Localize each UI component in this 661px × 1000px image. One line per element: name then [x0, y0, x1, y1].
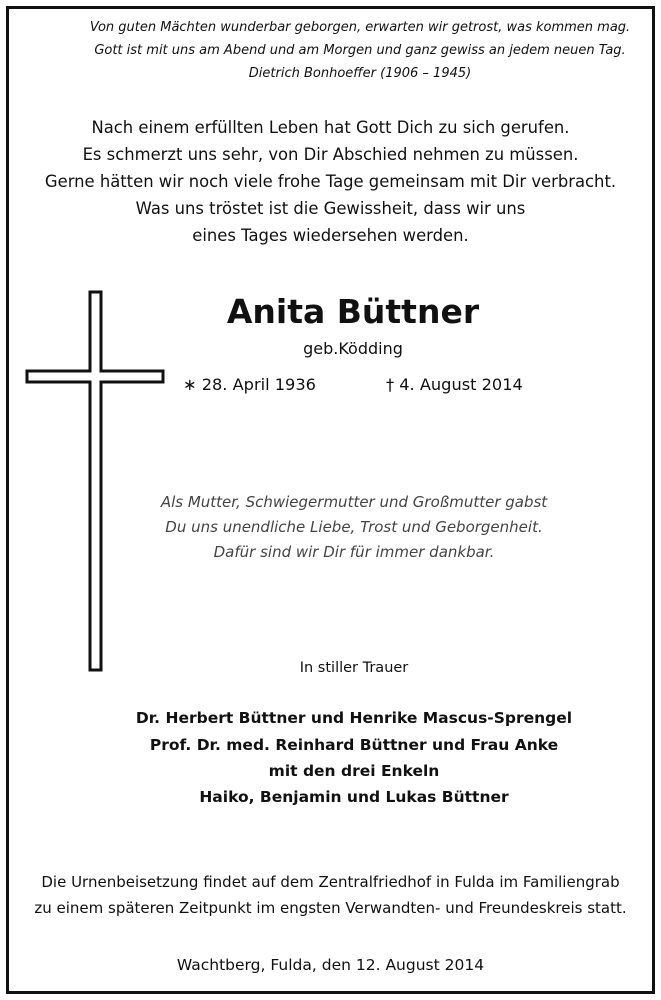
motto-author: Dietrich Bonhoeffer (1906 – 1945): [248, 66, 472, 81]
death-date: † 4. August 2014: [386, 375, 523, 394]
deceased-name: Anita Büttner: [226, 292, 480, 331]
family-line-1: Dr. Herbert Büttner und Henrike Mascus-Sprengel: [135, 709, 573, 727]
family-line-2: Prof. Dr. med. Reinhard Büttner und Frau Anke: [149, 736, 559, 754]
tribute-line-1: Als Mutter, Schwiegermutter und Großmutter gabst: [160, 493, 548, 511]
verse-line-4: Was uns tröstet ist die Gewissheit, dass wir uns: [135, 199, 526, 218]
birth-name: geb.Ködding: [303, 339, 403, 358]
motto-line-2: Gott ist mit uns am Abend und am Morgen und ganz gewiss an jedem neuen Tag.: [94, 43, 626, 58]
place-date: Wachtberg, Fulda, den 12. August 2014: [176, 956, 485, 974]
tribute-line-3: Dafür sind wir Dir für immer dankbar.: [213, 543, 495, 561]
family-line-3: mit den drei Enkeln: [268, 762, 440, 780]
family-line-4: Haiko, Benjamin und Lukas Büttner: [199, 788, 509, 806]
mourning-label: In stiller Trauer: [299, 660, 409, 676]
birth-date: ∗ 28. April 1936: [183, 375, 316, 394]
notice-line-2: zu einem späteren Zeitpunkt im engsten Verwandten- und Freundeskreis statt.: [34, 899, 627, 917]
notice-line-1: Die Urnenbeisetzung findet auf dem Zentralfriedhof in Fulda im Familiengrab: [41, 873, 620, 891]
verse-line-3: Gerne hätten wir noch viele frohe Tage gemeinsam mit Dir verbracht.: [44, 172, 617, 191]
verse-line-1: Nach einem erfüllten Leben hat Gott Dich zu sich gerufen.: [91, 118, 570, 137]
tribute-line-2: Du uns unendliche Liebe, Trost und Geborgenheit.: [165, 518, 543, 536]
verse-line-5: eines Tages wiedersehen werden.: [192, 226, 469, 245]
motto-line-1: Von guten Mächten wunderbar geborgen, erwarten wir getrost, was kommen mag.: [89, 20, 631, 35]
verse-line-2: Es schmerzt uns sehr, von Dir Abschied nehmen zu müssen.: [82, 145, 579, 164]
